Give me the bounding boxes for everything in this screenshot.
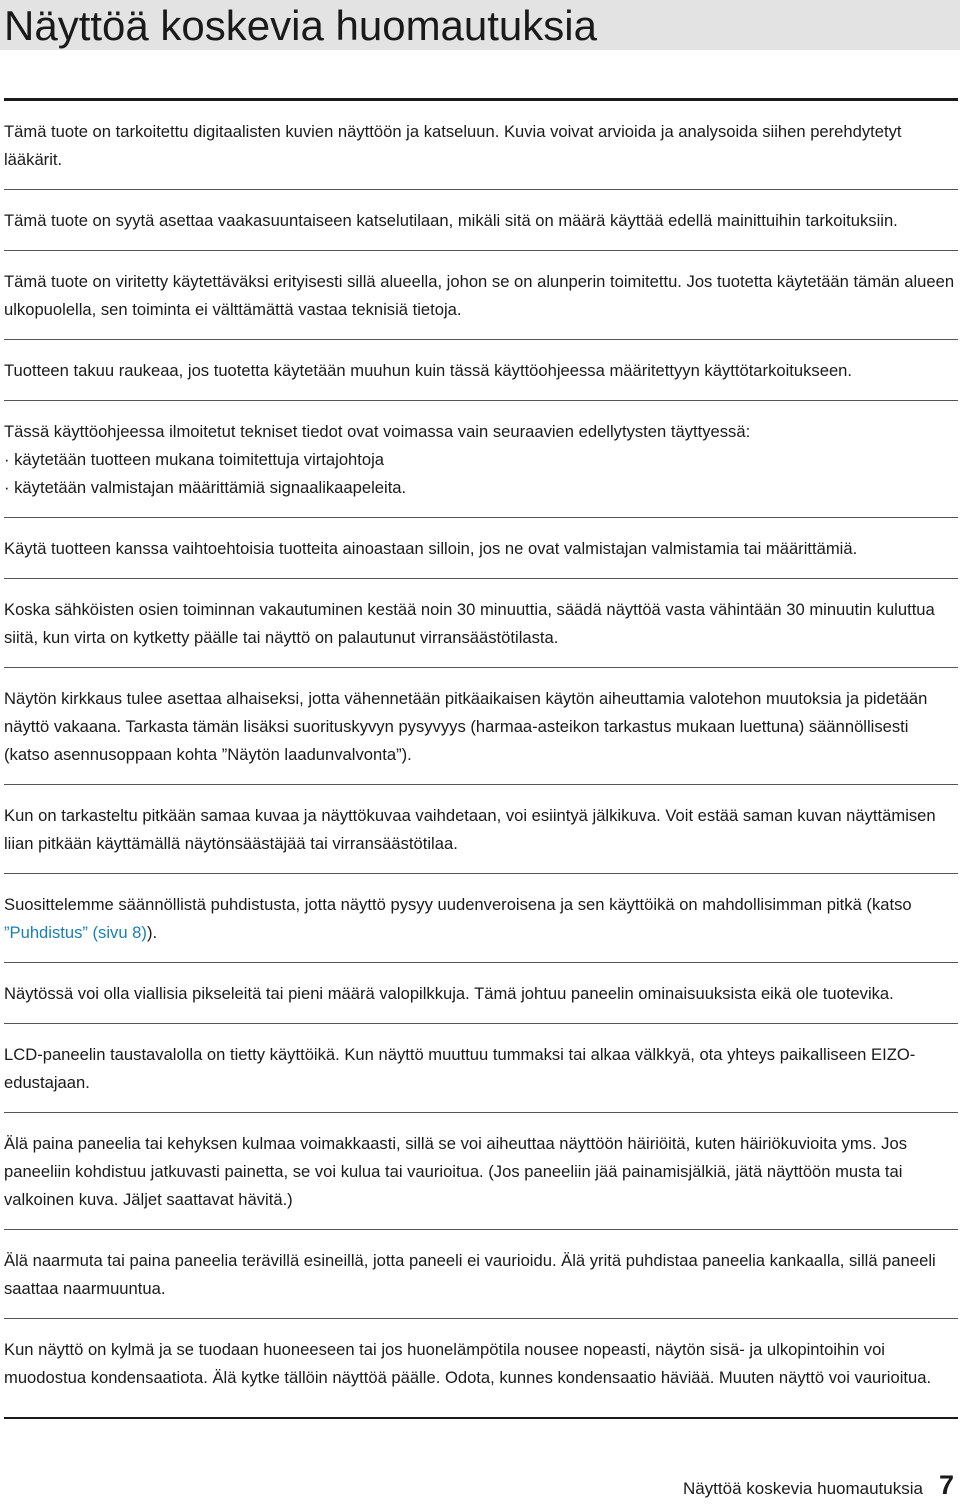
title-bar	[0, 0, 960, 50]
bullet-item: · käytetään tuotteen mukana toimitettuja virtajohtoja	[4, 450, 385, 469]
note-text: Kun näyttö on kylmä ja se tuodaan huoneeseen tai jos huonelämpötila nousee nopeasti, näytön sisä- ja ulkopintoihin voi muodostua kondensaatiota. Älä kytke tällöin näyttöä päälle. Odota, kunnes kondensaatio häviää. Muuten näyttö voi vaurioitua.	[4, 1340, 932, 1387]
note-text: Näytössä voi olla viallisia pikseleitä tai pieni määrä valopilkkuja. Tämä johtuu paneelin ominaisuuksista eikä ole tuotevika.	[4, 984, 894, 1003]
note-text: Tuotteen takuu raukeaa, jos tuotetta käytetään muuhun kuin tässä käyttöohjeessa määritettyyn käyttötarkoitukseen.	[4, 361, 853, 380]
note-15	[4, 1319, 958, 1419]
note-text: Tämä tuote on viritetty käytettäväksi erityisesti sillä alueella, johon se on alunperin toimitettu. Jos tuotetta käytetään tämän alueen ulkopuolella, sen toiminta ei välttämättä vastaa teknisiä tietoja.	[4, 272, 955, 319]
note-text: Älä paina paneelia tai kehyksen kulmaa voimakkaasti, sillä se voi aiheuttaa näyttöön häiriöitä, kuten häiriökuvioita yms. Jos paneeliin kohdistuu jatkuvasti painetta, se voi kulua tai vaurioitua. (Jos paneeliin jää painamisjälkiä, jätä näyttöön musta tai valkoinen kuva. Jäljet saattavat hävitä.)	[4, 1134, 908, 1209]
note-3	[4, 251, 958, 340]
note-7	[4, 579, 958, 668]
cleaning-link[interactable]: ”Puhdistus” (sivu 8)	[4, 923, 147, 942]
note-8	[4, 668, 958, 785]
note-text: Tämä tuote on syytä asettaa vaakasuuntaiseen katselutilaan, mikäli sitä on määrä käyttää edellä mainittuihin tarkoituksiin.	[4, 211, 898, 230]
note-11	[4, 963, 958, 1024]
note-text: LCD-paneelin taustavalolla on tietty käyttöikä. Kun näyttö muuttuu tummaksi tai alkaa välkkyä, ota yhteys paikalliseen EIZO-edustajaan.	[4, 1045, 916, 1092]
note-14	[4, 1230, 958, 1319]
note-10	[4, 874, 958, 963]
note-13	[4, 1113, 958, 1230]
note-text: Tämä tuote on tarkoitettu digitaalisten kuvien näyttöön ja katseluun. Kuvia voivat arvioida ja analysoida siihen perehdytetyt lääkärit.	[4, 122, 902, 169]
note-text: Koska sähköisten osien toiminnan vakautuminen kestää noin 30 minuuttia, säädä näyttöä vasta vähintään 30 minuutin kuluttua siitä, kun virta on kytketty päälle tai näyttö on palautunut virransäästötilasta.	[4, 600, 935, 647]
note-text	[4, 418, 958, 502]
note-6	[4, 518, 958, 579]
note-text-after-link: ).	[146, 923, 158, 942]
note-1	[4, 101, 958, 190]
note-text-before-link: Suosittelemme säännöllistä puhdistusta, jotta näyttö pysyy uudenveroisena ja sen käyttöikä on mahdollisimman pitkä (katso	[4, 895, 912, 914]
page-number: 7	[938, 1470, 954, 1500]
note-12	[4, 1024, 958, 1113]
note-text: Näytön kirkkaus tulee asettaa alhaiseksi, jotta vähennetään pitkäaikaisen käytön aiheuttamia valotehon muutoksia ja pidetään näyttö vakaana. Tarkasta tämän lisäksi suorituskyvyn pysyvyys (harmaa-asteikon tarkastus mukaan luettuna) säännöllisesti (katso asennusoppaan kohta ”Näytön laadunvalvonta”).	[4, 689, 928, 764]
note-text: Kun on tarkasteltu pitkään samaa kuvaa ja näyttökuvaa vaihdetaan, voi esiintyä jälkikuva. Voit estää saman kuvan näyttämisen liian pitkään käyttämällä näytönsäästäjää tai virransäästötilaa.	[4, 806, 936, 853]
footer-section-title: Näyttöä koskevia huomautuksia	[682, 1479, 923, 1498]
note-4	[4, 340, 958, 401]
note-5	[4, 401, 958, 518]
bullet-item: · käytetään valmistajan määrittämiä signaalikaapeleita.	[4, 478, 407, 497]
note-text	[4, 891, 958, 947]
note-9	[4, 785, 958, 874]
note-text: Älä naarmuta tai paina paneelia terävillä esineillä, jotta paneeli ei vaurioidu. Älä yritä puhdistaa paneelia kankaalla, sillä paneeli saattaa naarmuuntua.	[4, 1251, 936, 1298]
page-title: Näyttöä koskevia huomautuksia	[4, 2, 597, 49]
note-2	[4, 190, 958, 251]
note-text: Käytä tuotteen kanssa vaihtoehtoisia tuotteita ainoastaan silloin, jos ne ovat valmistajan valmistamia tai määrittämiä.	[4, 539, 858, 558]
notes-list	[0, 101, 960, 1419]
note-intro: Tässä käyttöohjeessa ilmoitetut tekniset tiedot ovat voimassa vain seuraavien edellytysten täyttyessä:	[4, 422, 751, 441]
